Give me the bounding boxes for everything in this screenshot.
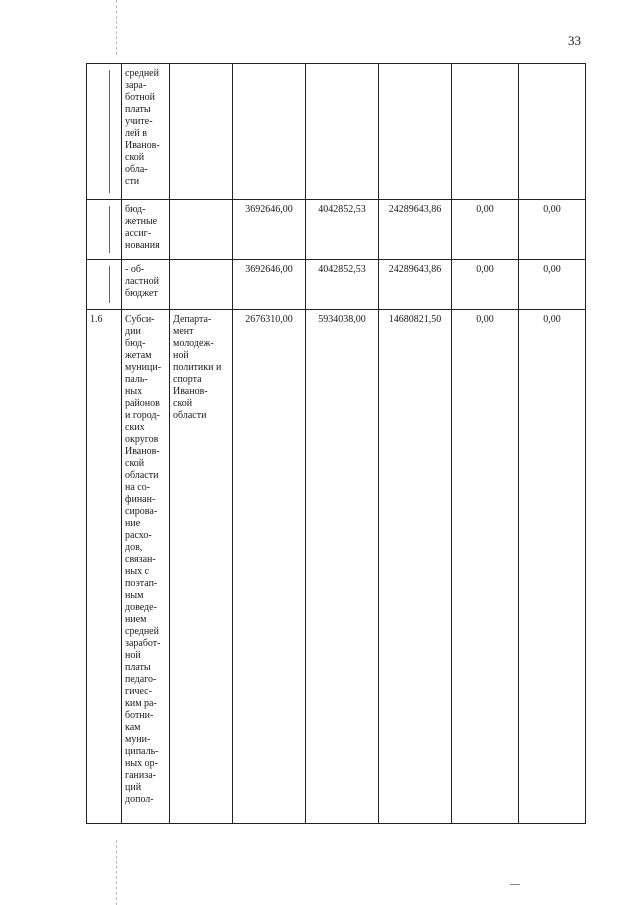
row-name-cell: бюд- жетные ассиг- нования	[122, 200, 170, 260]
value-cell: 24289643,86	[379, 260, 452, 310]
table-row	[87, 200, 586, 260]
value-cell: 0,00	[452, 200, 519, 260]
row-name-cell: - об- ластной бюджет	[122, 260, 170, 310]
value-cell: 4042852,53	[306, 260, 379, 310]
executor-cell	[170, 260, 233, 310]
row-number-cell	[87, 260, 122, 310]
executor-cell	[170, 200, 233, 260]
row-number-cell	[87, 64, 122, 200]
table-row	[87, 310, 586, 824]
value-cell	[379, 64, 452, 200]
scan-mark	[510, 884, 520, 885]
value-cell: 2676310,00	[233, 310, 306, 824]
value-cell	[306, 64, 379, 200]
value-cell: 0,00	[519, 310, 586, 824]
budget-table	[86, 63, 586, 824]
executor-cell: Департа- мент молодеж- ной политики и спорта Иванов- ской области	[170, 310, 233, 824]
row-name-cell: средней зара- ботной платы учите- лей в Иванов- ской обла- сти	[122, 64, 170, 200]
value-cell: 0,00	[519, 260, 586, 310]
row-name-cell: Субси- дии бюд- жетам муници- паль- ных районов и город- ских округов Иванов- ской области на со- финан- сирова- ние расхо- дов, связан- ных с поэтап- ным доведе- нием средней заработ- ной платы педаго- гичес- ким ра- ботни- кам муни- ципаль- ных ор- ганиза- ций допол-	[122, 310, 170, 824]
value-cell	[233, 64, 306, 200]
executor-cell	[170, 64, 233, 200]
value-cell: 5934038,00	[306, 310, 379, 824]
value-cell: 0,00	[452, 310, 519, 824]
scan-margin-line-top	[116, 0, 117, 55]
value-cell: 24289643,86	[379, 200, 452, 260]
value-cell	[519, 64, 586, 200]
table-row	[87, 64, 586, 200]
table-row	[87, 260, 586, 310]
row-number-cell	[87, 200, 122, 260]
row-number-cell: 1.6	[87, 310, 122, 824]
value-cell: 4042852,53	[306, 200, 379, 260]
value-cell: 0,00	[519, 200, 586, 260]
value-cell: 14680821,50	[379, 310, 452, 824]
page-number: 33	[568, 33, 581, 48]
value-cell: 3692646,00	[233, 260, 306, 310]
value-cell: 3692646,00	[233, 200, 306, 260]
value-cell: 0,00	[452, 260, 519, 310]
scan-margin-line-bottom	[116, 840, 117, 905]
value-cell	[452, 64, 519, 200]
